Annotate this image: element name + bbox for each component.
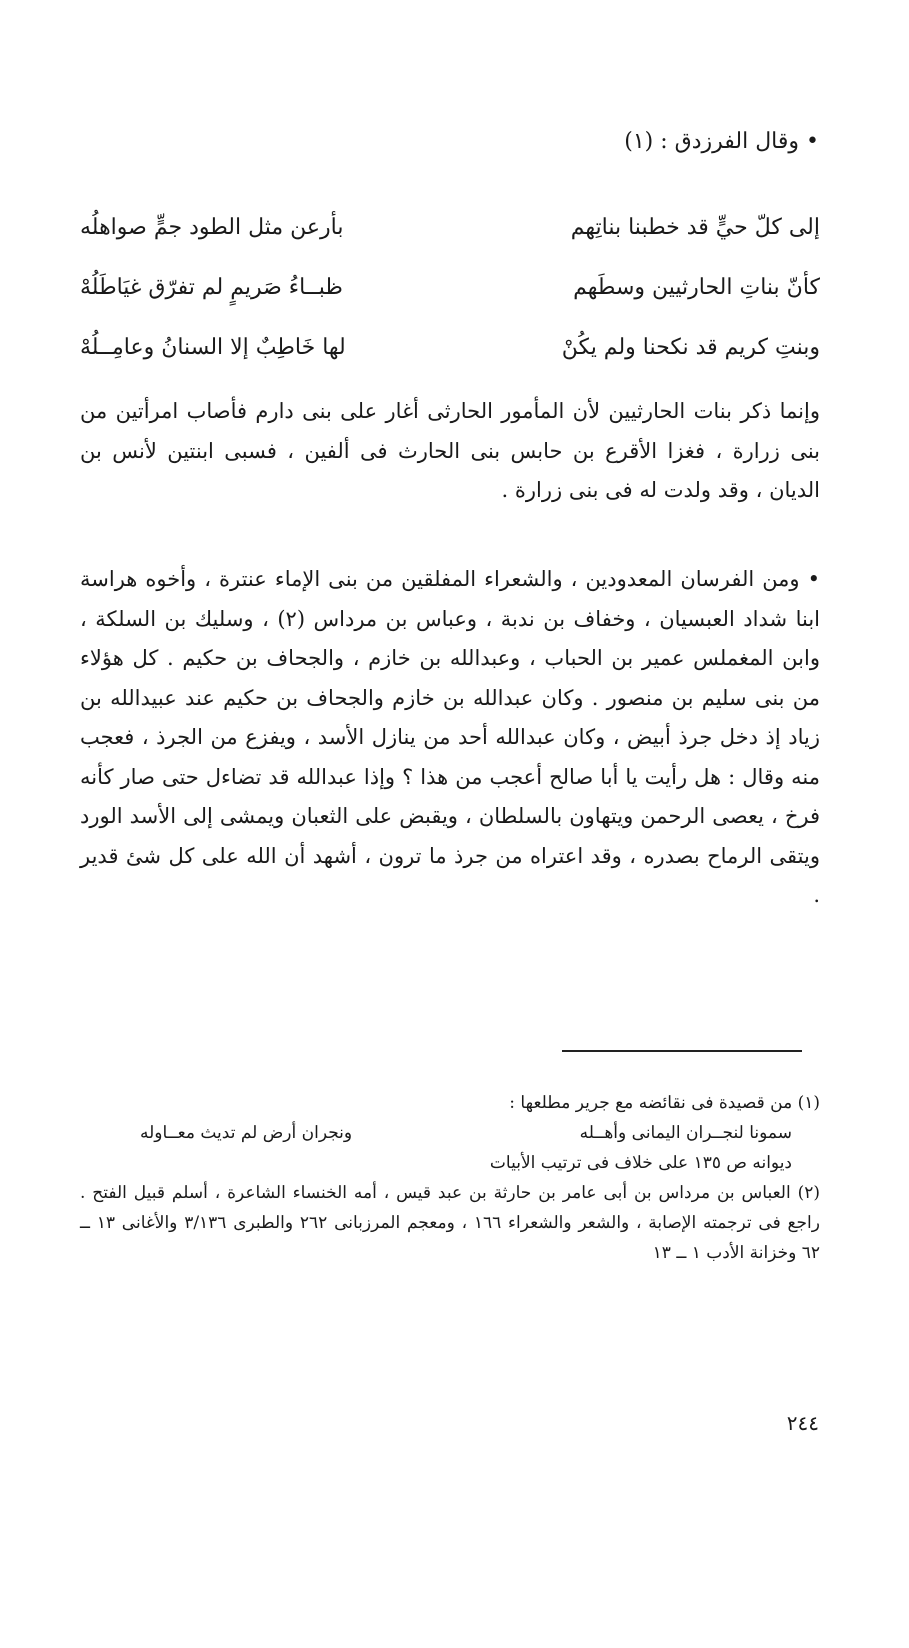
footnote-1-source: ديوانه ص ١٣٥ على خلاف فى ترتيب الأبيات	[489, 1153, 792, 1173]
verse-line	[80, 258, 820, 318]
page-number: ٢٤٤	[786, 1411, 819, 1435]
footnote-verse-second: ونجران أرض لم تديث معــاوله	[140, 1123, 353, 1143]
poem-verses	[80, 198, 820, 378]
footnote-1-intro: (١) من قصيدة فى نقائضه مع جرير مطلعها :	[509, 1093, 820, 1113]
verse-second-hemistich: بأرعن مثل الطود جمٍّ صواهلُه	[80, 215, 344, 240]
footnote-2: (٢) العباس بن مرداس بن أبى عامر بن حارثة بن عبد قيس ، أمه الخنساء الشاعرة ، أسلم قبيل الفتح . راجع فى ترجمته الإصابة ، والشعر والشعراء ١٦٦ ، ومعجم المرزبانى ٢٦٢ والطبرى ٣/١٣٦ والأغانى ١٣ ــ ٦٢ وخزانة الأدب ١ ــ ١٣	[80, 1183, 820, 1263]
verse-first-hemistich: كأنّ بناتِ الحارثيين وسطَهم	[573, 275, 820, 300]
paragraph-commentary: وإنما ذكر بنات الحارثيين لأن المأمور الحارثى أغار على بنى دارم فأصاب امرأتين من بنى زرارة ، فغزا الأقرع بن حابس بنى الحارث فى ألفين ، فسبى ابنتين لأنس بن الديان ، وقد ولدت له فى بنى زرارة .	[80, 399, 820, 502]
footnote-1-verse	[80, 1118, 820, 1148]
footnote-divider	[562, 1050, 802, 1052]
verse-line	[80, 198, 820, 258]
section-heading: • وقال الفرزدق : (١)	[624, 129, 819, 154]
footnote-verse-first: سمونا لنجــران اليمانى وأهــله	[579, 1123, 792, 1143]
verse-second-hemistich: لها خَاطِبٌ إلا السنانُ وعامِــلُهْ	[80, 335, 346, 360]
verse-second-hemistich: ظبــاءُ صَريمٍ لم تفرّق غيَاطَلُهْ	[80, 275, 343, 300]
footnotes	[80, 1088, 820, 1268]
paragraph-main: • ومن الفرسان المعدودين ، والشعراء المفلقين من بنى الإماء عنترة ، وأخوه هراسة ابنا شداد العبسيان ، وخفاف بن ندبة ، وعباس بن مرداس (٢) ، وسليك بن السلكة ، وابن المغملس عمير بن الحباب ، وعبدالله بن خازم ، والجحاف بن حكيم . كل هؤلاء من بنى سليم بن منصور . وكان عبدالله بن خازم والجحاف بن حكيم عند عبيدالله بن زياد إذ دخل جرذ أبيض ، وكان عبدالله أحد من ينازل الأسد ، ويفزع من الجرذ ، فعجب منه وقال : هل رأيت يا أبا صالح أعجب من هذا ؟ وإذا عبدالله قد تضاءل حتى صار كأنه فرخ ، يعصى الرحمن ويتهاون بالسلطان ، ويقبض على الثعبان ويمشى إلى الأسد الورد ويتقى الرماح بصدره ، وقد اعتراه من جرذ ما ترون ، أشهد أن الله على كل شئ قدير .	[80, 567, 820, 907]
verse-first-hemistich: إلى كلّ حيٍّ قد خطبنا بناتِهم	[570, 215, 820, 240]
verse-first-hemistich: وبنتِ كريم قد نكحنا ولم يكُنْ	[561, 335, 820, 360]
verse-line	[80, 318, 820, 378]
